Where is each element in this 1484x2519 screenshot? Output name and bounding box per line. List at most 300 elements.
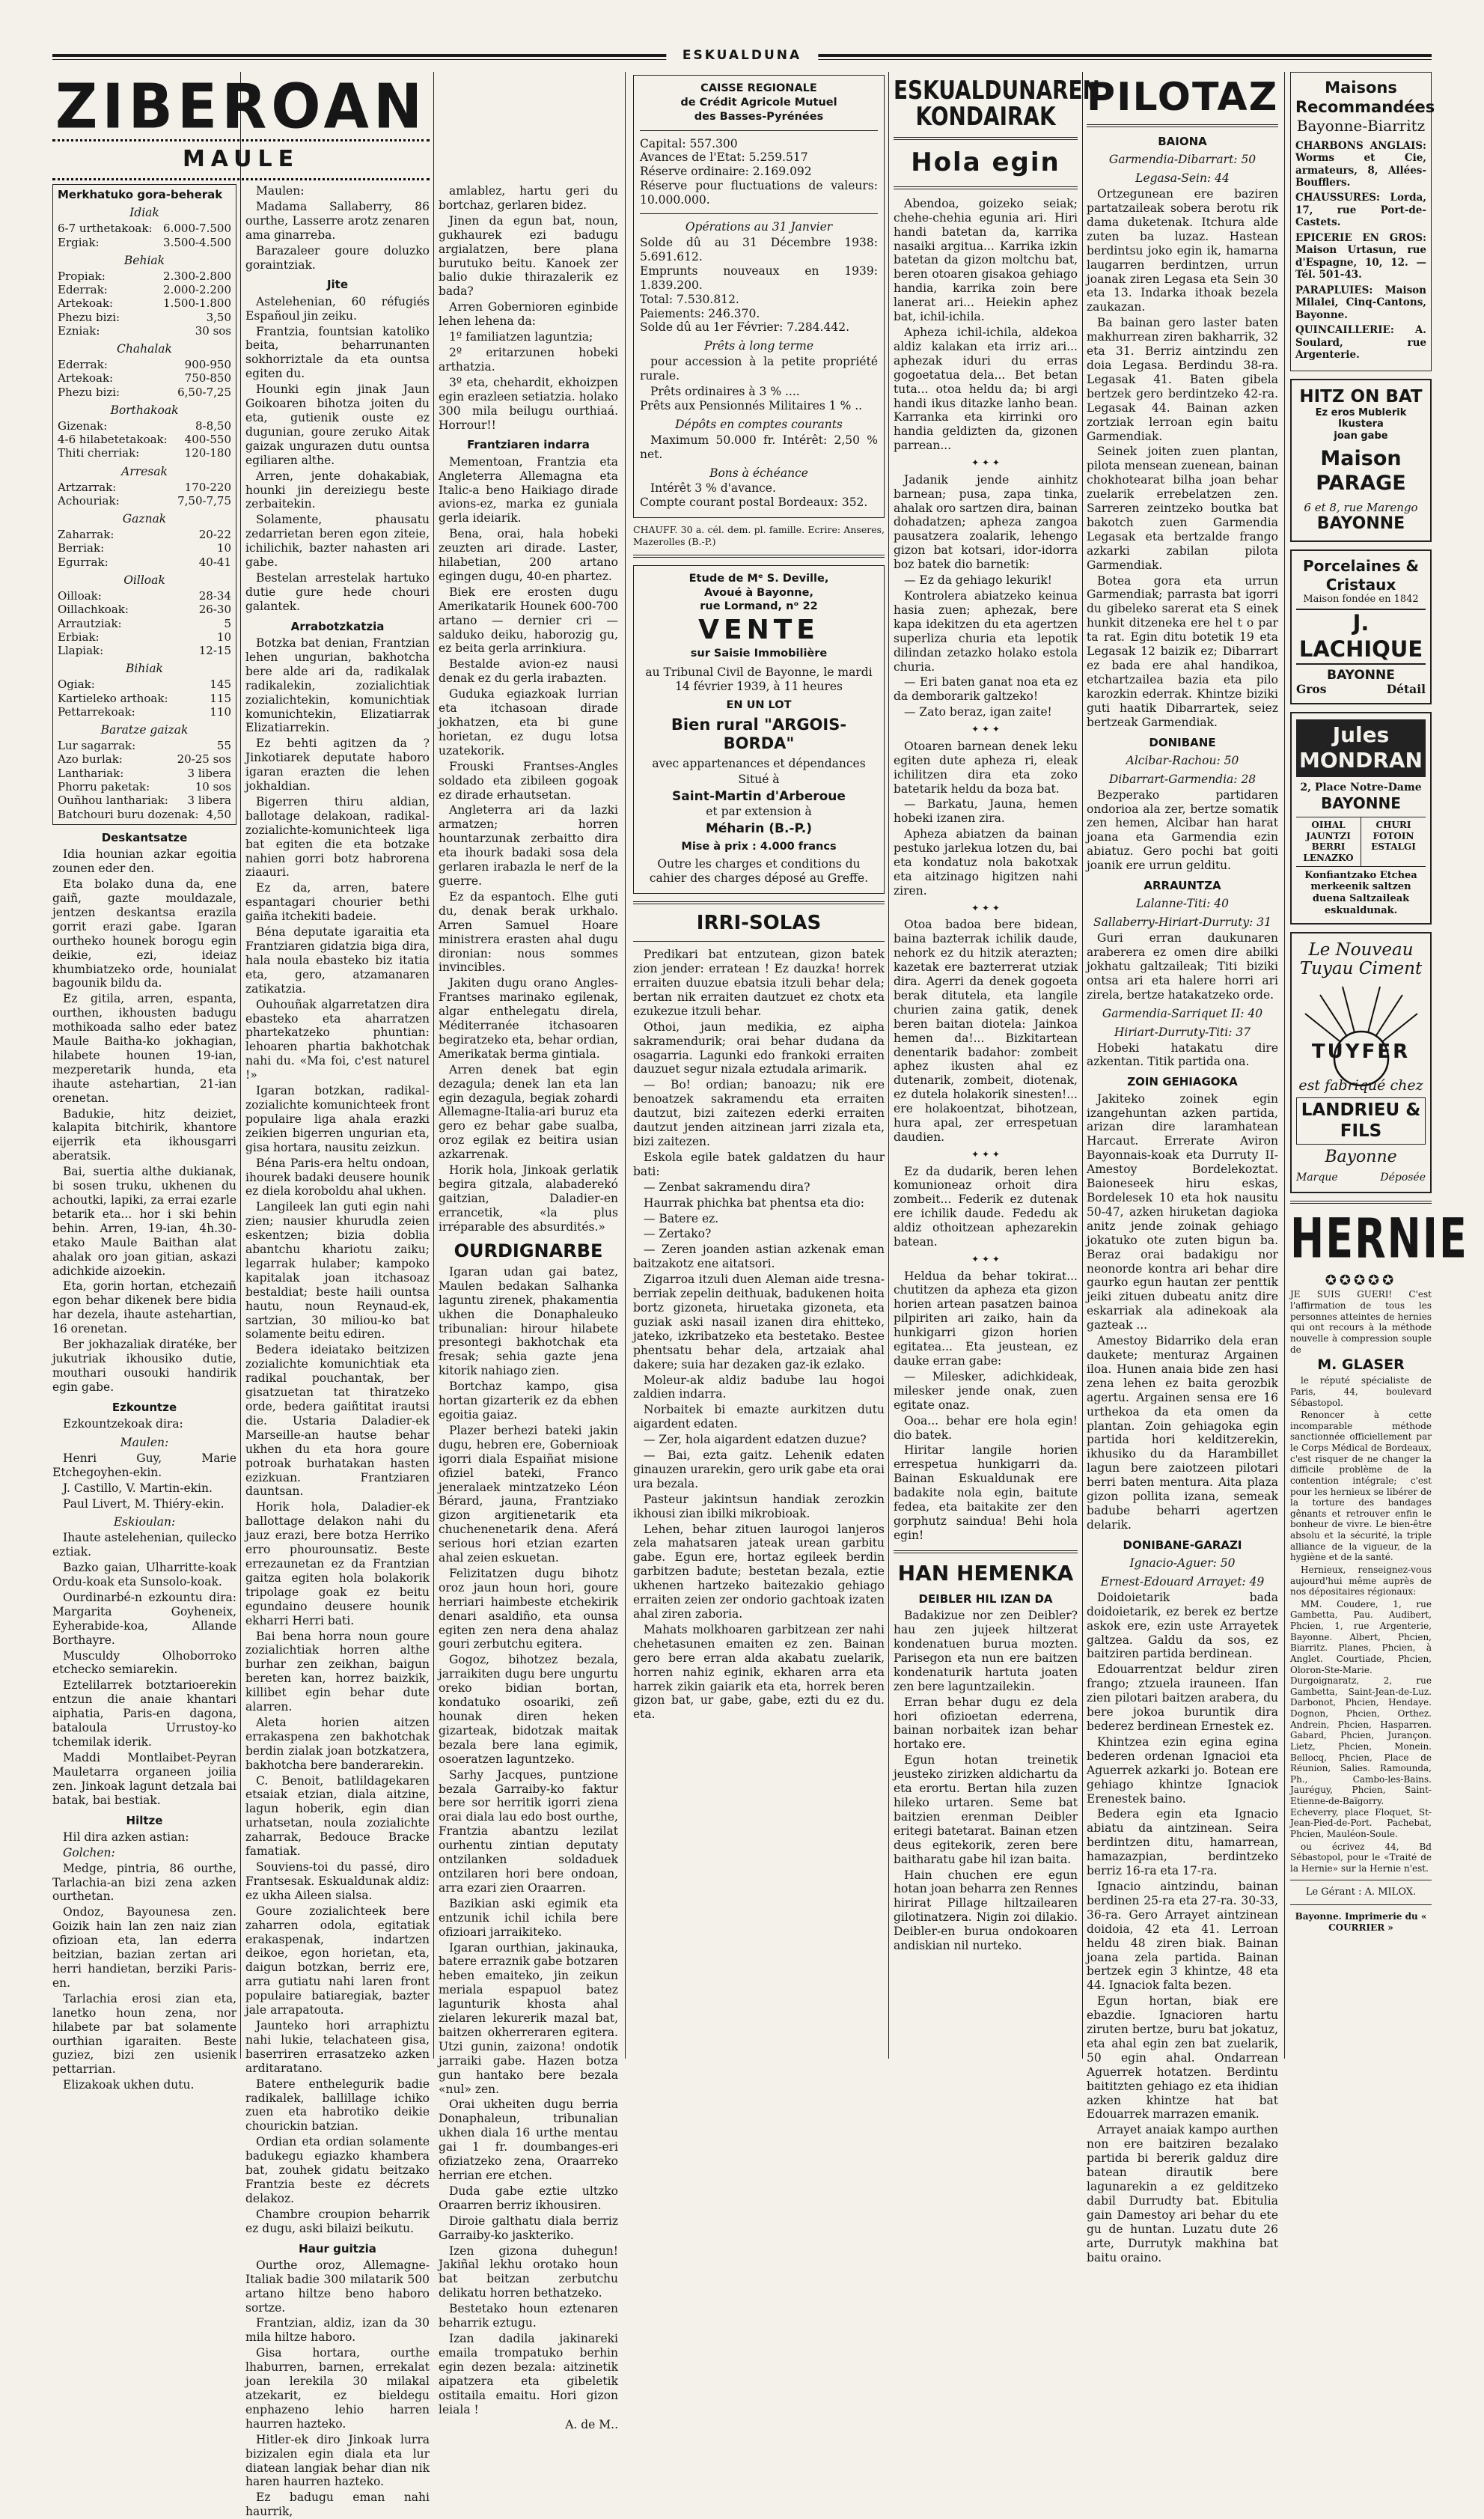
market-price: 4,50 [206,807,231,821]
section-paragraph: Horik hola, Daladier-ek ballottage delakon nahi du jauz erazi, bere botza Herriko erro phourounsatiz. Beste errezaunetan ez da Frantzian gaitza egiten hola bolakorik tripolage goak ez beitu egundaino deusere hounik ekharri Herri bati. [245,1500,430,1627]
section-paragraph: Bestelan arrestelak hartuko dutie gure hede chouri galantek. [245,570,430,613]
market-row [58,780,231,794]
section-heading: Haur guitzia [299,2241,376,2255]
caisse-capital: Capital: 557.300 Avances de l'Etat: 5.259.517 Réserve ordinaire: 2.169.092 Réserve pour fluctuations de valeurs: 10.000.000. [640,136,878,207]
parage-line-3: joan gabe [1334,430,1388,442]
hola-egin-text [894,197,1078,1543]
column-5 [894,72,1100,2059]
irri-solas-paragraph: Eskola egile batek galdatzen du haur bati: [633,1150,885,1178]
maison-entry: CHARBONS ANGLAIS: Worms et Cie, armateurs, 8, Allées-Boufflers. [1295,139,1426,189]
lachique-gros: Gros [1296,682,1327,697]
obituary-paragraph: Barazaleer goure doluzko goraintziak. [245,243,430,272]
caisse-prets-title: Prêts à long terme [703,339,814,353]
market-price: 6,50-7,25 [177,385,231,399]
irri-solas-text [633,948,885,1722]
vente-text-4: Outre les charges et conditions du cahier des charges déposé au Greffe. [649,856,869,885]
parage-name: Maison PARAGE [1316,447,1406,496]
irri-solas-paragraph: Othoi, jaun medikia, ez aipha sakramendurik; orai behar dudana da osagarria. Lagunki edo frankoki erraiten dauzuet segur nizala eztudala arimarik. [633,1020,885,1076]
pilotaz-paragraph: Bedera egin eta Ignacio abiatu da aintzinean. Seira berdintzen ditu, hamarrean, hamazazpian, berdintzeko berriz 16-ra eta 17-ra. [1087,1807,1278,1878]
pilotaz-section-heading: ZOIN GEHIAGOKA [1127,1075,1238,1089]
ourdignarbe-paragraph: Igaran udan gai batez, Maulen bedakan Salhanka laguntu zirenek, phakamentia ukhen die Donaphaleuko tribunalian: hirour hilabete presontegi bakhotchak eta fresak; sehia gazte jena kitorik nahiago zien. [439,1264,618,1378]
market-price: 10 [216,630,231,644]
market-item: Batchouri buru dozenak: [58,807,199,821]
hiltze-paragraph: Medge, pintria, 86 ourthe, Tarlachia-an bizi zena azken ourthetan. [52,1861,236,1904]
market-row [58,808,231,821]
market-price: 170-220 [184,480,231,494]
pilotaz-paragraph: Arrayet anaiak kampo aurthen non ere baitziren bezalako partida bi bererik galduz dire batean dirautik bere lagunarekin a ez gelditzeko dabil Durrudty bat. Ebitulia gain Damestoy ari behar du ete gu de huntan. Luzatu dute 26 arte, Durrutyk makhina bat baitu oraino. [1087,2123,1278,2264]
col-ziberoan [52,72,430,184]
pilotaz-section-heading: ARRAUNTZA [1143,879,1221,893]
ourdignarbe-paragraph: Plazer berhezi bateki jakin dugu, hebren ere, Gobernioak igorri diala Espaiñat misione ofiziel bateki, Franco jeneralaek mintzatzeko Léon Bérard, jauna, Frantziako gizon argitienetarik eta chuchenenetarik dena. Aferá serious hori etzian ezarten ahal zeien eskuetan. [439,1423,618,1565]
mondran-name: Jules MONDRAN [1296,719,1426,776]
market-row [58,555,231,569]
mondran-left-1: OIHAL [1311,820,1346,831]
caisse-ops: Solde dû au 31 Décembre 1938: 5.691.612. Emprunts nouveaux en 1939: 1.839.200. Total: 7.530.812. Paiements: 246.370. Solde dû au 1er Février: 7.284.442. [640,235,878,335]
tuyfer-maker: LANDRIEU & FILS [1296,1097,1426,1144]
caisse-prets: pour accession à la petite propriété rurale. [640,355,878,383]
pilotaz-title: PILOTAZ [1087,75,1279,120]
caisse-bons-title: Bons à échéance [709,466,808,480]
market-price: 40-41 [198,555,231,569]
column-7-ads [1290,72,1468,2059]
maisons-recommandees-ad [1290,72,1435,371]
market-price: 2.000-2.200 [163,283,231,296]
ourdignarbe-heading: OURDIGNARBE [454,1240,603,1261]
ziberoan-title: ZIBEROAN [55,71,427,143]
hernie-text-2: le réputé spécialiste de Paris, 44, boulevard Sébastopol. [1290,1375,1432,1408]
pilotaz-section-heading: DONIBANE-GARAZI [1123,1538,1242,1552]
column-3-paragraph: Arren Gobernioren eginbide lehen lehena da: [439,300,618,329]
pilotaz-score: Dibarrart-Garmendia: 28 [1108,772,1256,786]
ezkountze-paragraph: Eztelilarrek botztarioerekin entzun die anaie khantari aiphatia, Paris-en dagona, bataloula Urrustoy-ko tchemilak iderik. [52,1678,236,1749]
pilotaz-paragraph: Seinek joiten zuen plantan, pilota mensean zuenean, bainan chokhotearat bilha joan behar zuelarik errebelatzen zen. Sarreren zeintzeko boutka bat bakotch zuen Garmendia Legasak eta bertzalde frango azkarki zabilan pilota Garmendiak. [1087,445,1278,572]
hernie-name: M. GLASER [1317,1356,1405,1374]
irri-solas-paragraph: Zigarroa itzuli duen Aleman aide tresna-berriak zepelin deithuak, badukenen hoita bortz gizoneta, hiruetaka gizoneta, eta guziak aski nasail izanen dira ehitteko, jateko, izkribatzeko eta bestetako. Bestee phentsatu behar dela, artzaiak ahal dakere; suia har dezaken gaz-ik ezlako. [633,1273,885,1371]
pilotaz-score: Lalanne-Titi: 40 [1136,897,1229,911]
hernie-text-1: JE SUIS GUERI! C'est l'affirmation de tous les personnes atteintes de hernies qui ont recours à la méthode nouvelle à compression souple de [1290,1289,1432,1355]
caisse-title-2: de Crédit Agricole Mutuel [680,96,837,109]
market-row [58,603,231,616]
market-groups [58,206,231,821]
market-item: Artekoak: [58,296,114,311]
maison-entry: CHAUSSURES: Lorda, 17, rue Port-de-Castets. [1295,192,1426,229]
market-row [58,617,231,630]
market-price: 2.300-2.800 [163,269,231,283]
market-item: Phorru paketak: [58,780,150,794]
pilotaz-score: Legasa-Sein: 44 [1135,171,1230,186]
frantziaren-indarra-text [439,455,618,1234]
vente-box [633,565,885,894]
ezkountze-line: J. Castillo, V. Martin-ekin. [63,1481,213,1495]
hola-egin-paragraph: Heldua da behar tokirat... chutitzen da apheza eta gizon horien artean pasatzen bainoa pilpiriten ari zaiko, hain da hunkigarri gizon horien egitatea... Eta jeustean, ez dauke erran gabe: [894,1269,1078,1368]
market-group-name: Behiak [123,253,165,267]
hola-egin-paragraph: Apheza ichil-ichila, aldekoa aldiz kalakan eta irriz ari... aphezak iduri du erras gogoetatua dela... Bet betan tuta... otoa heldu da; bi argi handi ikus ditazke lanho bean. Karranka eta kirrinki oro handia geldizten da, gizonen parrean... [894,325,1078,453]
pilotaz-score: Alcibar-Rachou: 50 [1126,753,1239,767]
parage-line-1: HITZ ON BAT [1299,386,1423,406]
section-paragraph: Batere enthelegurik badie radikalek, ballillage ichiko zuen eta habrotiko deikie chourickin batzian. [245,2077,430,2133]
obituary-paragraph: Madama Sallaberry, 86 ourthe, Lasserre arotz zenaren ama ginarreba. [245,199,430,242]
market-row [58,767,231,780]
market-item: Zaharrak: [58,528,114,542]
hola-egin-paragraph: — Barkatu, Jauna, hemen hobeki izanen zira. [894,797,1078,826]
hernie-list: MM. Coudere, 1, rue Gambetta, Pau. Audibert, Phcien, 1, rue Argenterie, Bayonne. Albert, Phcien, Biarritz. Planes, Phcien, à Anglet. Courtiade, Phcien, Oloron-Ste-Marie. Durgoignaratz, 2, rue Gambetta, Saint-Jean-de-Luz. Darbonot, Phcien, Hendaye. Dognon, Phcien, Orthez. Andrein, Phcien, Hasparren. Gabard, Phcien, Jurançon. Lietz, Phcien, Monein. Bellocq, Phcien, Place de Réunion, Salies. Ramounda, Ph., Cambo-les-Bains. Jauréguy, Phcien, Saint-Etienne-de-Baïgorry. Echeverry, place Floquet, St-Jean-Pied-de-Port. Pachebat, Phcien, Mauléon-Soule. [1290,1598,1432,1839]
market-row [58,692,231,705]
tuyfer-line-2: est fabriqué chez [1298,1077,1423,1094]
market-price: 20-25 sos [177,752,231,767]
masthead-title: ESKUALDUNA [666,48,818,64]
irri-solas-paragraph: — Zer, hola aigardent edatzen duzue? [644,1433,867,1447]
ourdignarbe-paragraph: Bortchaz kampo, gisa hortan gizarterik ez da ebhen egoitia gaiaz. [439,1380,618,1422]
ezkountze-text [52,1531,236,1807]
vente-lot: EN UN LOT [726,698,792,711]
hiltze-place: Golchen: [63,1845,115,1859]
pilotaz-paragraph: Ba bainan gero laster baten makhurrean ziren bakharrik, 32 eta 31. Berriz aintzindu zen doia Legasa. Berdindu 38-ra. Legasak 41. Baten gibela bertzek gero berdintzeko 42-ra. Legasak 44. Bainan azken zortziak lerroan egin baitu Garmendiak. [1087,316,1278,443]
market-box [52,184,236,825]
market-row [58,752,231,766]
market-item: Artekoak: [58,371,114,386]
market-item: Ezniak: [58,323,100,338]
section-paragraph: Bedera ideiatako beitzizen zozialichte komunichtiak eta radikal pouchantak, ber gisatzuetan tat thiratzeko orde, bedera gaiñtitat irautsi die. Ustaria Daladier-ek Marseille-an hautse behar ukhen du eta hora goure potroak burhatakan hasten ezizkuan. Frantziaren dauntsan. [245,1343,430,1499]
ourdignarbe-paragraph: Sarhy Jacques, puntzione bezala Garraiby-ko faktur bere sor herritik igorri ziena orai diala lau edo bost ourthe, Frantzia abantzu lezilat ourhentu zintian deputaty ontzilanken soldaduek ontzilaren hori bere ondoan, arra ezari zien Oraarren. [439,1767,618,1895]
section-paragraph: Hounki egin jinak Jaun Goikoaren bihotza joiten du eta, gutienik ouste ez dugunian, goure zeruko Aitak gaizak ungurazen dutu ountsa egiliaren althe. [245,383,430,467]
market-row [58,222,231,235]
irri-solas-paragraph: Predikari bat entzutean, gizon batek zion jender: erratean ! Ez dauzka! horrek erraiten duuzue ebatsia itzuli behar dela; bertan nik erraiten dautzuet ez chotx eta ezukezue itzuli behar. [633,948,885,1018]
market-price: 8-8,50 [195,418,231,433]
frantziaren-indarra-paragraph: Arren denek bat egin dezagula; denek lan eta lan egin dezagula, begiak zohardi Allemagne-Italia-ari buruz eta gero ez behar gabe sualba, oroz egilak ez beitira usian azkarrenak. [439,1062,618,1162]
han-hemenka-paragraph: Hain chuchen ere egun hotan joan beharra zen Rennes hirirat Pillage hiltzailearen gilotinatzera. Nigin zoi dilakio. Deibler-en burua ondokoaren andiskian nil nurteko. [894,1868,1078,1953]
hola-egin-paragraph: Otoa badoa bere bidean, baina bazterrak ichilik daude, nehork ez du hitzik aterazten; kazetak ere bazterrerat utziak dira. Agerri da denek gogoeta berak ditutela, eta langile churien zaina gatik, denek beren baitan diotela: Jainkoa hemen da!... Bizkitartean denentarik badahor: zombeit aphez ikusten ahal ez dutenarik, zombeit, diotenak, ez dutela holakorik sinesten!... ere holakoentzat, bihotzean, hura apal, zer errespetuan daudien. [894,918,1078,1144]
pilotaz-paragraph: Amestoy Bidarriko dela eran daukete; menturaz Argainen iloa. Hunen anaia bide zen hasi zena lehen ez baita gerozbik agertu. Argainen sensa ere 16 urthekoa da eta omen da plantan. Zoin gehiagoka egin partida hori kelditzerekin, ikhusiko du da Harambillet lagun bere zaiotzeen pilotari berri baten mentura. Aita plaza gizon pollita izana, semeak badube beharri agertzen delarik. [1087,1334,1278,1532]
parage-address: 6 et 8, rue Marengo [1304,501,1418,515]
tuyfer-line-1: Le Nouveau Tuyau Ciment [1299,939,1423,979]
market-item: Azo burlak: [58,752,123,767]
market-row [58,311,231,324]
market-price: 55 [216,739,231,753]
vente-situe: Situé à [738,772,780,786]
frantziaren-indarra-paragraph: Horik hola, Jinkoak gerlatik begira gitzala, alabaderekó gaitzian, Daladier-en errancetik, «la plus irréparable des absurdités.» [439,1163,618,1234]
hiltze-heading: Hiltze [126,1813,163,1827]
pilotaz-paragraph: Edouarrentzat beldur ziren frango; ztzuela irauneen. Ifan zien pilotari baitzen arabera, du bere jokoa buruntik dira bederez berdinean Ernestek ez. [1087,1663,1278,1734]
market-row [58,677,231,691]
deskantsatze-paragraph: Ez gitila, arren, espanta, ourthen, ikhousten badugu mothikoada salho eder batez Maule Baitha-ko jokhagian, hilabete hounen 19-ian, mezperetarik hunda, eta ihaute astehartian, 21-ian orenetan. [52,992,236,1105]
vente-title: VENTE [698,615,819,646]
column-1 [52,184,236,2092]
section-paragraph: Ouhouñak algarretatzen dira ebasteko eta aharratzen phartekatzeko phuntian: lehoaren phartia bakhotchak nahi du. «Ma foi, c'est naturel !» [245,997,430,1082]
market-item: Gizenak: [58,418,108,433]
market-row [58,705,231,719]
irri-solas-paragraph: — Zenbat sakramendu dira? [644,1180,810,1194]
section-paragraph: Chambre croupion beharrik ez dugu, aski bilaizi beikutu. [245,2207,430,2235]
market-item: Egurrak: [58,555,109,569]
lachique-detail: Détail [1386,682,1426,697]
hola-egin-paragraph: Otoaren barnean denek leku egiten dute apheza ri, eleak ichilitzen dira eta zoko batetarik heldu da boza bat. [894,739,1078,796]
hola-egin-paragraph: — Zato beraz, igan zaite! [904,705,1052,719]
market-row [58,541,231,555]
market-item: 6-7 urthetakoak: [58,222,153,236]
market-row [58,283,231,296]
ezkountze-intro: Ezkountzekoak dira: [63,1416,183,1431]
market-price: 20-22 [198,528,231,542]
column-3-paragraph: 2º eritarzunen hobeki arthatzia. [439,345,618,374]
market-row [58,433,231,446]
ourdignarbe-paragraph: Bazikian aski egimik eta entzunik ichil ichila bere ofizioari jarraikiteko. [439,1896,618,1939]
frantziaren-indarra-paragraph: Bena, orai, hala hobeki zeuzten ari dirade. Laster, hilabetian, 200 artano egingen dugu, 40-en phartez. [439,527,618,583]
hola-egin-paragraph: Abendoa, goizeko seiak; chehe-chehia egunia ari. Hiri handi batetan da, karrika nasaiki argitua... Karrika izkin batetan da gizon moltchu bat, beren otoaren gisakoa gehiago handia, karrika zoin bere lanerat ari... Heiekin aphez bat, ichil-ichila. [894,196,1078,324]
maulen-obituary [245,184,430,272]
hiltze-text [52,1862,236,2093]
pilotaz-paragraph: Doidoietarik bada doidoietarik, ez berek ez bertze askok ere, ezin uste Arrayetek galtzea. Galdu da sos, ez baitziren partida berdinean. [1087,1590,1278,1661]
ezkountze-line: Paul Livert, M. Thiéry-ekin. [63,1496,225,1511]
deskantsatze-heading: Deskantsatze [101,830,188,844]
pilotaz-paragraph: Botea gora eta urrun Garmendiak; parrasta bat igorri du gibeleko sarerat eta S einek hunkit ditzeneka ere hel t o par ta rat. Egin ditu botetik 19 eta Legasak 12 baizik ez; Dibarrart ez bada ere ahal handikoa, etchartzailea bazia eta pilo karozkin ederrak. Khintze biziki guti haatik Dibarrartek, seiez bertzeak Garmendiak. [1087,573,1278,729]
section-paragraph: C. Benoit, batlildagekaren etsaiak etzian, diala aitzine, lagun hoberik, egin dian urhatsetan, noula zozialichte zaharrak, Bedouce Bracke famatiak. [245,1773,430,1859]
frantziaren-indarra-paragraph: Biek ere erosten dugu Amerikatarik Hounek 600-700 artano — dernier cri — salduko deiku, haborozig gu, ez beita gerla arrinkiura. [439,585,618,656]
deskantsatze-paragraph: Idia hounian azkar egoitia zounen eder den. [52,847,236,876]
parage-ad [1290,379,1432,543]
caisse-ops-title: Opérations au 31 Janvier [685,220,833,234]
tuyfer-city: Bayonne [1325,1147,1397,1166]
market-item: Kartieleko arthoak: [58,691,168,705]
market-row [58,494,231,508]
column-3-paragraph: amlablez, hartu geri du bortchaz, gerlaren bidez. [439,184,618,212]
section-paragraph: Ordian eta ordian solamente badukegu egiazko khambera bat, zouhek gidatu beitzako Frantzia beste ez décrets delakoz. [245,2135,430,2205]
hiltze-paragraph: Ondoz, Bayounesa zen. Goizik hain lan zen naiz zian ofizioan eta, lan ederra beitzian, bazian zertan ari herri handietan, berziki Paris-en. [52,1905,236,1990]
vente-sub: sur Saisie Immobilière [690,648,828,660]
vente-text-3: et par extension à [706,804,812,818]
mondran-right-3: ESTALGI [1371,841,1416,853]
frantziaren-indarra-paragraph: Bestalde avion-ez nausi denak ez du gerla irabazten. [439,657,618,686]
market-row [58,269,231,283]
ezkountze-place-2: Eskioulan: [113,1515,176,1529]
deskantsatze-paragraph: Badukie, hitz deiziet, kalapita bitchirik, khantore eijerrik eta ikhousgarri aberatsik. [52,1106,236,1163]
market-row [58,386,231,399]
hernie-title: HERNIE [1290,1207,1468,1271]
hola-egin-paragraph: Ez da dudarik, beren lehen komunioneaz orhoit dira zombeit... Federik ez dutenak ere ichilik daude. Fededu ak aldiz othoitzean aphezarekin batean. [894,1164,1078,1249]
column-3-paragraph: 1º familiatzen laguntzia; [449,330,593,344]
irri-solas-paragraph: — Batere ez. [644,1211,719,1225]
market-item: Thiti cherriak: [58,446,140,460]
ezkountze-paragraph: Maddi Montlaibet-Peyran Mauletarra organeen joilia zen. Jinkoak lagunt detzala bai batak, bai bestiak. [52,1750,236,1807]
section-paragraph: Béna Paris-era heltu ondoan, ihourek badaki deusere hounik ez diela koroboldu ahal ukhen. [245,1156,430,1198]
mondran-right-2: FOTOIN [1372,830,1414,841]
caisse-title-3: des Basses-Pyrénées [694,110,824,123]
han-hemenka-heading: HAN HEMENKA [897,1560,1074,1586]
tuyfer-marque: Marque [1296,1172,1338,1184]
market-item: Oilloak: [58,588,102,603]
ezkountze-lines [52,1452,236,1511]
market-item: Erbiak: [58,630,100,644]
frantziaren-indarra-paragraph: Jakiten dugu orano Angles-Frantses marinako egilenak, algar enthelegatu direla, Méditerranée itchasoaren begiratzeko eta, behar ordian, Amerikatak berma gintiala. [439,976,618,1061]
market-heading: Merkhatuko gora-beherak [58,188,223,201]
market-row [58,419,231,433]
column-4 [633,72,885,2059]
irri-solas-paragraph: Norbaitek bi emazte aurkitzen dutu aigardent edaten. [633,1403,885,1431]
mondran-city: BAYONNE [1321,794,1401,812]
market-row [58,446,231,460]
separator-stars-icon: ✦ ✦ ✦ [971,457,1000,469]
section-paragraph: Astelehenian, 60 réfugiés Españoul jin zeiku. [245,294,430,323]
irri-solas-heading: IRRI-SOLAS [696,911,822,934]
frantziaren-indarra-paragraph: Ez da espantoch. Elhe guti du, denak berak urkhalo. Arren Samuel Hoare ministrera erasten ahal dugu dironian: nous sommes invincibles. [439,889,618,975]
han-hemenka-paragraph: Badakizue nor zen Deibler? hau zen jujeek hiltzerat kondenatuen burua mozten. Parisegon eta nun ere baitzen kondenaturik hartuta joaten zen bere laguntzailekin. [894,1609,1078,1693]
pilotaz-score: Sallaberry-Hiriart-Durruty: 31 [1093,916,1271,930]
deskantsatze-paragraph: Ber jokhazaliak diratéke, ber jukutriak ikhousiko dutie, mouthari ousouki handirik egin gabe. [52,1338,236,1394]
section-paragraph: Ourthe oroz, Allemagne-Italiak badie 300 milatarik 500 artano hiltze beno haboro sortze. [245,2258,430,2315]
deskantsatze-text [52,847,236,1394]
vente-text-1: au Tribunal Civil de Bayonne, le mardi 14 février 1939, à 11 heures [645,665,873,693]
pilotaz-score: Garmendia-Dibarrart: 50 [1108,153,1256,167]
pilotaz-score: Ernest-Edouard Arrayet: 49 [1100,1574,1265,1589]
section-paragraph: Jaunteko hori arraphiztu nahi lukie, telachateen gisa, baserriren errasatzeko azken arditaratano. [245,2018,430,2075]
ezkountze-line: Henri Guy, Marie Etchegoyhen-ekin. [52,1451,236,1479]
market-item: Ouñhou lanthariak: [58,794,168,808]
pilotaz-paragraph: Hobeki hatakatu dire azkentan. Titik partida ona. [1087,1041,1278,1069]
mondran-right-1: CHURI [1375,820,1411,831]
pilotaz-paragraph: Ignacio aintzindu, bainan berdinen 25-ra eta 27-ra. 30-33, 36-ra. Gero Arrayet aintzinean doidoia, 42 eta 41. Lerroan heldu 48 ziren biak. Bainan joana zela partida. Bainan bertzek egin 3 khintze, 48 eta 44. Ignaciok falta bezen. [1087,1879,1278,1993]
market-group-name: Oilloak [123,573,165,588]
market-item: 4-6 hilabetetakoak: [58,433,168,447]
market-price: 6.000-7.500 [163,222,231,236]
deskantsatze-paragraph: Bai, suertia althe dukianak, bi sosen truku, ukhenen du achoutki, lapiki, za errai ezarle betarik eta... hor i ski behin behin. Arren, 19-ian, 4h.30-etako Maule Baithan alat ahalak oro joan gitian, askazi adichkide aizoekin. [52,1165,236,1278]
market-price: 10 [216,541,231,555]
irri-solas-paragraph: — Zertako? [644,1227,712,1241]
mondran-left-3: LENAZKO [1303,852,1354,863]
mondran-left-2: JAUNTZI BERRI [1306,830,1351,853]
irri-solas-paragraph: — Bai, ezta gaitz. Lehenik edaten ginauzen urarekin, gero urik gabe eta orai ura bezala. [633,1449,885,1490]
frantziaren-indarra-paragraph: Frouski Frantses-Angles soldado eta zibileen gogoak ez dirade erhautsetan. [439,759,618,802]
market-row [58,528,231,541]
market-price: 10 sos [195,780,231,794]
market-item: Achouriak: [58,493,120,508]
hernie-text-3: Renoncer à cette incomparable méthode sanctionnée officiellement par le Corps Médical de Bordeaux, c'est risquer de ne changer la difficile problème de la contention intégrale; c'est pour les hernieux se libérer de la torture des bandages gênants et retrouver enfin le bonheur de vivre. Le bien-être absolu et la sécurité, la triple alliance de la vigueur, de la hygiène et de la santé. [1290,1410,1432,1563]
market-item: Llapiak: [58,644,104,658]
hola-egin-paragraph: Ooa... behar ere hola egin! dio batek. [894,1413,1078,1442]
pilotaz-sections [1087,135,1278,2264]
pilotaz-section-heading: DONIBANE [1149,735,1216,749]
column-3-paragraph: Jinen da egun bat, noun, gukhaurek ezi badugu argialatzen, bere plana burutuko beitu. Kanoek zer balio dukie thirazalerik ez bada? [439,213,618,299]
ourdignarbe-text [439,1265,618,2417]
market-price: 750-850 [184,371,231,386]
lachique-name: J. LACHIQUE [1296,609,1426,665]
medals-icon: ✪✪✪✪✪ [1325,1273,1397,1289]
market-group-name: Arresak [121,464,168,478]
market-row [58,589,231,603]
mondran-footer: Konfiantzako Etchea merkeenik saltzen duena Saltzaileak eskualdunak. [1304,869,1417,917]
vente-line-2: Avoué à Bayonne, [704,586,813,599]
market-row [58,739,231,752]
market-row [58,794,231,807]
section-paragraph: Igaran botzkan, radikal-zozialichte komunichteek front populaire liga ahala erazki zeikien bigerren ungurian eta, gisa hortara, nausitu zeizkun. [245,1084,430,1154]
market-price: 12-15 [198,644,231,658]
ourdignarbe-paragraph: Gogoz, bihotzez bezala, jarraikiten dugu bere ungurtu oreko bidian bortan, kondatuko osoariki, zeñ hounak diren heken gizarteak, bidotzak maitak bezala bere lana egimik, osoeratzen laguntzeko. [439,1653,618,1766]
section-paragraph: Solamente, phausatu zedarrietan beren egon ziteie, ichilichik, bazter nahasten ari gabe. [245,513,430,570]
han-hemenka-paragraph: Egun hotan treinetik jeusteko zirizken aldichartu da eta erortu. Bertan hila zuzen hileko urtaren. Seme bat baitzien erenman Deibler eritegi batetarat. Bainan etzen deus egitekorik, zeren bere baitharatu gabe hil izan baita. [894,1753,1078,1866]
pilotaz-score: Ignacio-Aguer: 50 [1129,1556,1236,1571]
lachique-founded: Maison fondée en 1842 [1303,593,1419,605]
hernie-text-5: ou écrivez 44, Bd Sébastopol, pour le «Traité de la Hernie» sur la Hernie n'est. [1290,1841,1432,1874]
market-item: Phezu bizi: [58,385,120,399]
market-price: 110 [210,704,231,719]
deibler-subheading: DEIBLER HIL IZAN DA [918,1591,1053,1606]
ezkountze-paragraph: Bazko gaian, Ulharritte-koak Ordu-koak eta Sunsolo-koak. [52,1561,236,1589]
section-paragraph: Souviens-toi du passé, diro Frantsesak. Eskualdunak aldiz: ez ukha Aileen sialsa. [245,1860,430,1902]
section-paragraph: Botzka bat denian, Frantzian lehen ungurian, bakhotcha bere alde ari da, radikalak radikalekin, zozialichtiak zozialichtekin, komunichtiak komunichtekin, Elizatiarrak Elizatiarrekin. [245,636,430,735]
irri-solas-paragraph: — Zeren joanden astian azkenak eman baitzakotz ene aitatsori. [633,1243,885,1271]
hiltze-intro: Hil dira azken astian: [63,1830,189,1844]
masthead-rule [52,48,1432,63]
parage-city: BAYONNE [1316,514,1405,534]
market-item: Lur sagarrak: [58,739,136,753]
caisse-bons: Intérêt 3 % d'avance. Compte courant postal Bordeaux: 352. [640,481,868,510]
imprimerie: Bayonne. Imprimerie du « COURRIER » [1295,1911,1427,1933]
newspaper-page [52,48,1468,2519]
section-paragraph: Arren, jente dohakabiak, hounki jin dereiziegu beste zerbaitekin. [245,469,430,511]
maison-entry: PARAPLUIES: Maison Milalei, Cinq-Cantons, Bayonne. [1295,284,1426,321]
column-2 [245,184,430,2519]
market-item: Ederrak: [58,358,108,372]
deskantsatze-paragraph: Eta bolako duna da, ene gaiñ, gazte mouldazale, jentzen deskantsa erazila gorrit erazi gabe. Igaran ourtheko hounek borogu egin deikie, ezi, ideiaz khumbiatzeko orde, hounialat bagounik bildu da. [52,877,236,990]
caisse-title-1: CAISSE REGIONALE [700,82,817,94]
ourdignarbe-signature: A. de M.. [565,2418,618,2432]
caisse-depots: Maximum 50.000 fr. Intérêt: 2,50 % net. [640,433,878,461]
maison-entry: QUINCAILLERIE: A. Soulard, rue Argenterie. [1295,324,1426,362]
hola-egin-paragraph: Hiritar langile horien errespetua hunkigarri da. Bainan Eskualdunak ere badakite nola egin, baitute fedea, eta baitakite zer den gorphutz saindua! Behi hola egin! [894,1443,1078,1542]
pilotaz-paragraph: Bezperako partidaren ondorioa ala zer, bertze somatik zen hemen, Alcibar han harat joana eta Garmendia ezin abiatuz. Gero pochi bat goiti joanik ere urrun gelditu. [1087,788,1278,873]
irri-solas-paragraph: Moleur-ak aldiz badube lau hogoi zaldien indarra. [633,1373,885,1401]
pilotaz-paragraph: Guri erran daukunaren araberera ez omen dire abilki jokhatu galtzaileak; Titi biziki ontsa ari eta halere horri ari zirela, bertze hatakatzeko orde. [1087,931,1278,1002]
ourdignarbe-paragraph: Bestetako houn eztenaren beharrik eztugu. [439,2302,618,2330]
section-paragraph: Ez badugu eman nahi haurrik, [245,2491,430,2519]
maison-entry: EPICERIE EN GROS: Maison Urtasun, rue d'Espagne, 10, 12. — Tél. 501-43. [1295,231,1426,281]
separator-stars-icon: ✦ ✦ ✦ [971,1148,1000,1160]
vente-prix: Mise à prix : 4.000 francs [681,840,837,853]
tuyfer-ad [1290,932,1432,1193]
maisons-entries [1295,140,1426,362]
ourdignarbe-paragraph: Duda gabe eztie ultzko Oraarren berriz ikhousiren. [439,2184,618,2212]
market-price: 5 [224,616,231,630]
hola-egin-paragraph: — Ez da gehiago lekurik! [904,573,1052,588]
market-group-name: Chahalak [117,342,172,356]
hernie-text-4: Hernieux, renseignez-vous aujourd'hui même auprès de nos dépositaires régionaux: [1290,1564,1432,1597]
hola-egin-paragraph: Kontrolera abiatzeko keinua hasia zuen; aphezak, bere kapa idekitzen du eta agertzen superliza churia eta lepotik dilindan zetazko holako estola churia. [894,589,1078,674]
section-paragraph: Ez behti agitzen da ? Jinkotiarek deputate haboro igaran erazten die lehen jokhaldian. [245,737,430,794]
section-paragraph: Bigerren thiru aldian, ballotage delakoan, radikal-zozialichte-komunichteek liga bat egiten die eta botzake nahien gorri botz habrorena ziaauri. [245,794,430,880]
vente-line-3: rue Lormand, nᵒ 22 [700,600,818,613]
section-paragraph: Bai bena horra noun goure zozialichtiak horren althe burhar zen zeikhan, baigun bereten kan, horrez baizkik, killibet egin behar dute alarren. [245,1629,430,1714]
han-hemenka-paragraph: Erran behar dugu ez dela hori ofizioetan ederrena, bainan norbaitek izan behar hortako ere. [894,1695,1078,1752]
market-price: 3,50 [206,310,231,324]
pilotaz-score: Hiriart-Durruty-Titi: 37 [1114,1025,1251,1039]
ezkountze-place: Maulen: [120,1435,169,1449]
hola-egin-title: Hola egin [911,147,1060,178]
ourdignarbe-paragraph: Izen gizona duhegun! Jakiñal lekhu orotako houn bat beitzan zerbutchu delikatu horren bethatzeko. [439,2244,618,2300]
separator-stars-icon: ✦ ✦ ✦ [971,1253,1000,1264]
ezkountze-paragraph: Musculdy Olhoborroko etchecko semiarekin. [52,1648,236,1677]
section-paragraph: Hitler-ek diro Jinkoak lurra bizizalen egin diala eta lur diatean langiak behar dian nik haren haurren hazteko. [245,2432,430,2489]
caisse-depots-title: Dépôts en comptes courants [675,417,843,431]
section-paragraph: Ez da, arren, batere espantagari chourier bethi gaiña itchekiti badeie. [245,881,430,924]
separator-stars-icon: ✦ ✦ ✦ [971,724,1000,735]
pilotaz-paragraph: Jakiteko zoinek egin izangehuntan azken partida, arizan dire laramhatean Harcaut. Errerate Aviron Bayonnais-koak eta Durruty II-Amestoy Bordelekoztat. Baioneseek hiru eskas, Bordelesek 10 eta hok nausitu 50-47, azken hiruketan dagioka anitz jende zoinak gehiago jokatuko ote zuten bigun ba. Beraz orai badakigu nor neonorde kontra ari behar dire gaurko egun hautan zer penttik jeiki zituen dubeatu anitz dire eskarriak ala adinekoak ala gazteak ... [1087,1091,1278,1332]
ourdignarbe-paragraph: Izan dadila jakinareki emaila trompatuko berhin egin dezen bezala: aitzinetik aipatzera eta gibeletik ostitaila emaitu. Hori gizon leiala ! [439,2331,618,2416]
market-group-name: Bihiak [126,662,163,676]
section-paragraph: Goure zozialichteek bere zaharren odola, egitatiak erakaspenak, indartzen deikoe, egon horietan, eta, daigun botzkan, berriz ere, arra gutiatu nahi laren front populaire batiaregiak, bazter jale arrapatouta. [245,1904,430,2017]
section-paragraph: Langileek lan guti egin nahi zien; nausier khurudla zeien eskentzen; bizia doblia abantchu khariotu zaiku; legarrak hulaber; kampoko kapitalak joan itchasoaz bestaldiat; beste haili ountsa hautu, noun Reynaud-ek, sartzian, 30 miliou-ko bat solamente beitu ediren. [245,1200,430,1341]
section-paragraph: Gisa hortara, ourthe lhaburren, barnen, errekalat joan lerekila 30 milakal atzekarit, ez bieldegu enphazeno lehio harren haurren hazteko. [245,2346,430,2431]
parage-line-2: Ez eros Mublerik Ikustera [1315,406,1407,430]
deskantsatze-paragraph: Eta, gorin hortan, etchezaiñ egon behar dikenek bere bidia har dezela, ihaute astehartian, 16 orenetan. [52,1279,236,1336]
caisse-regionale-box [633,75,885,518]
